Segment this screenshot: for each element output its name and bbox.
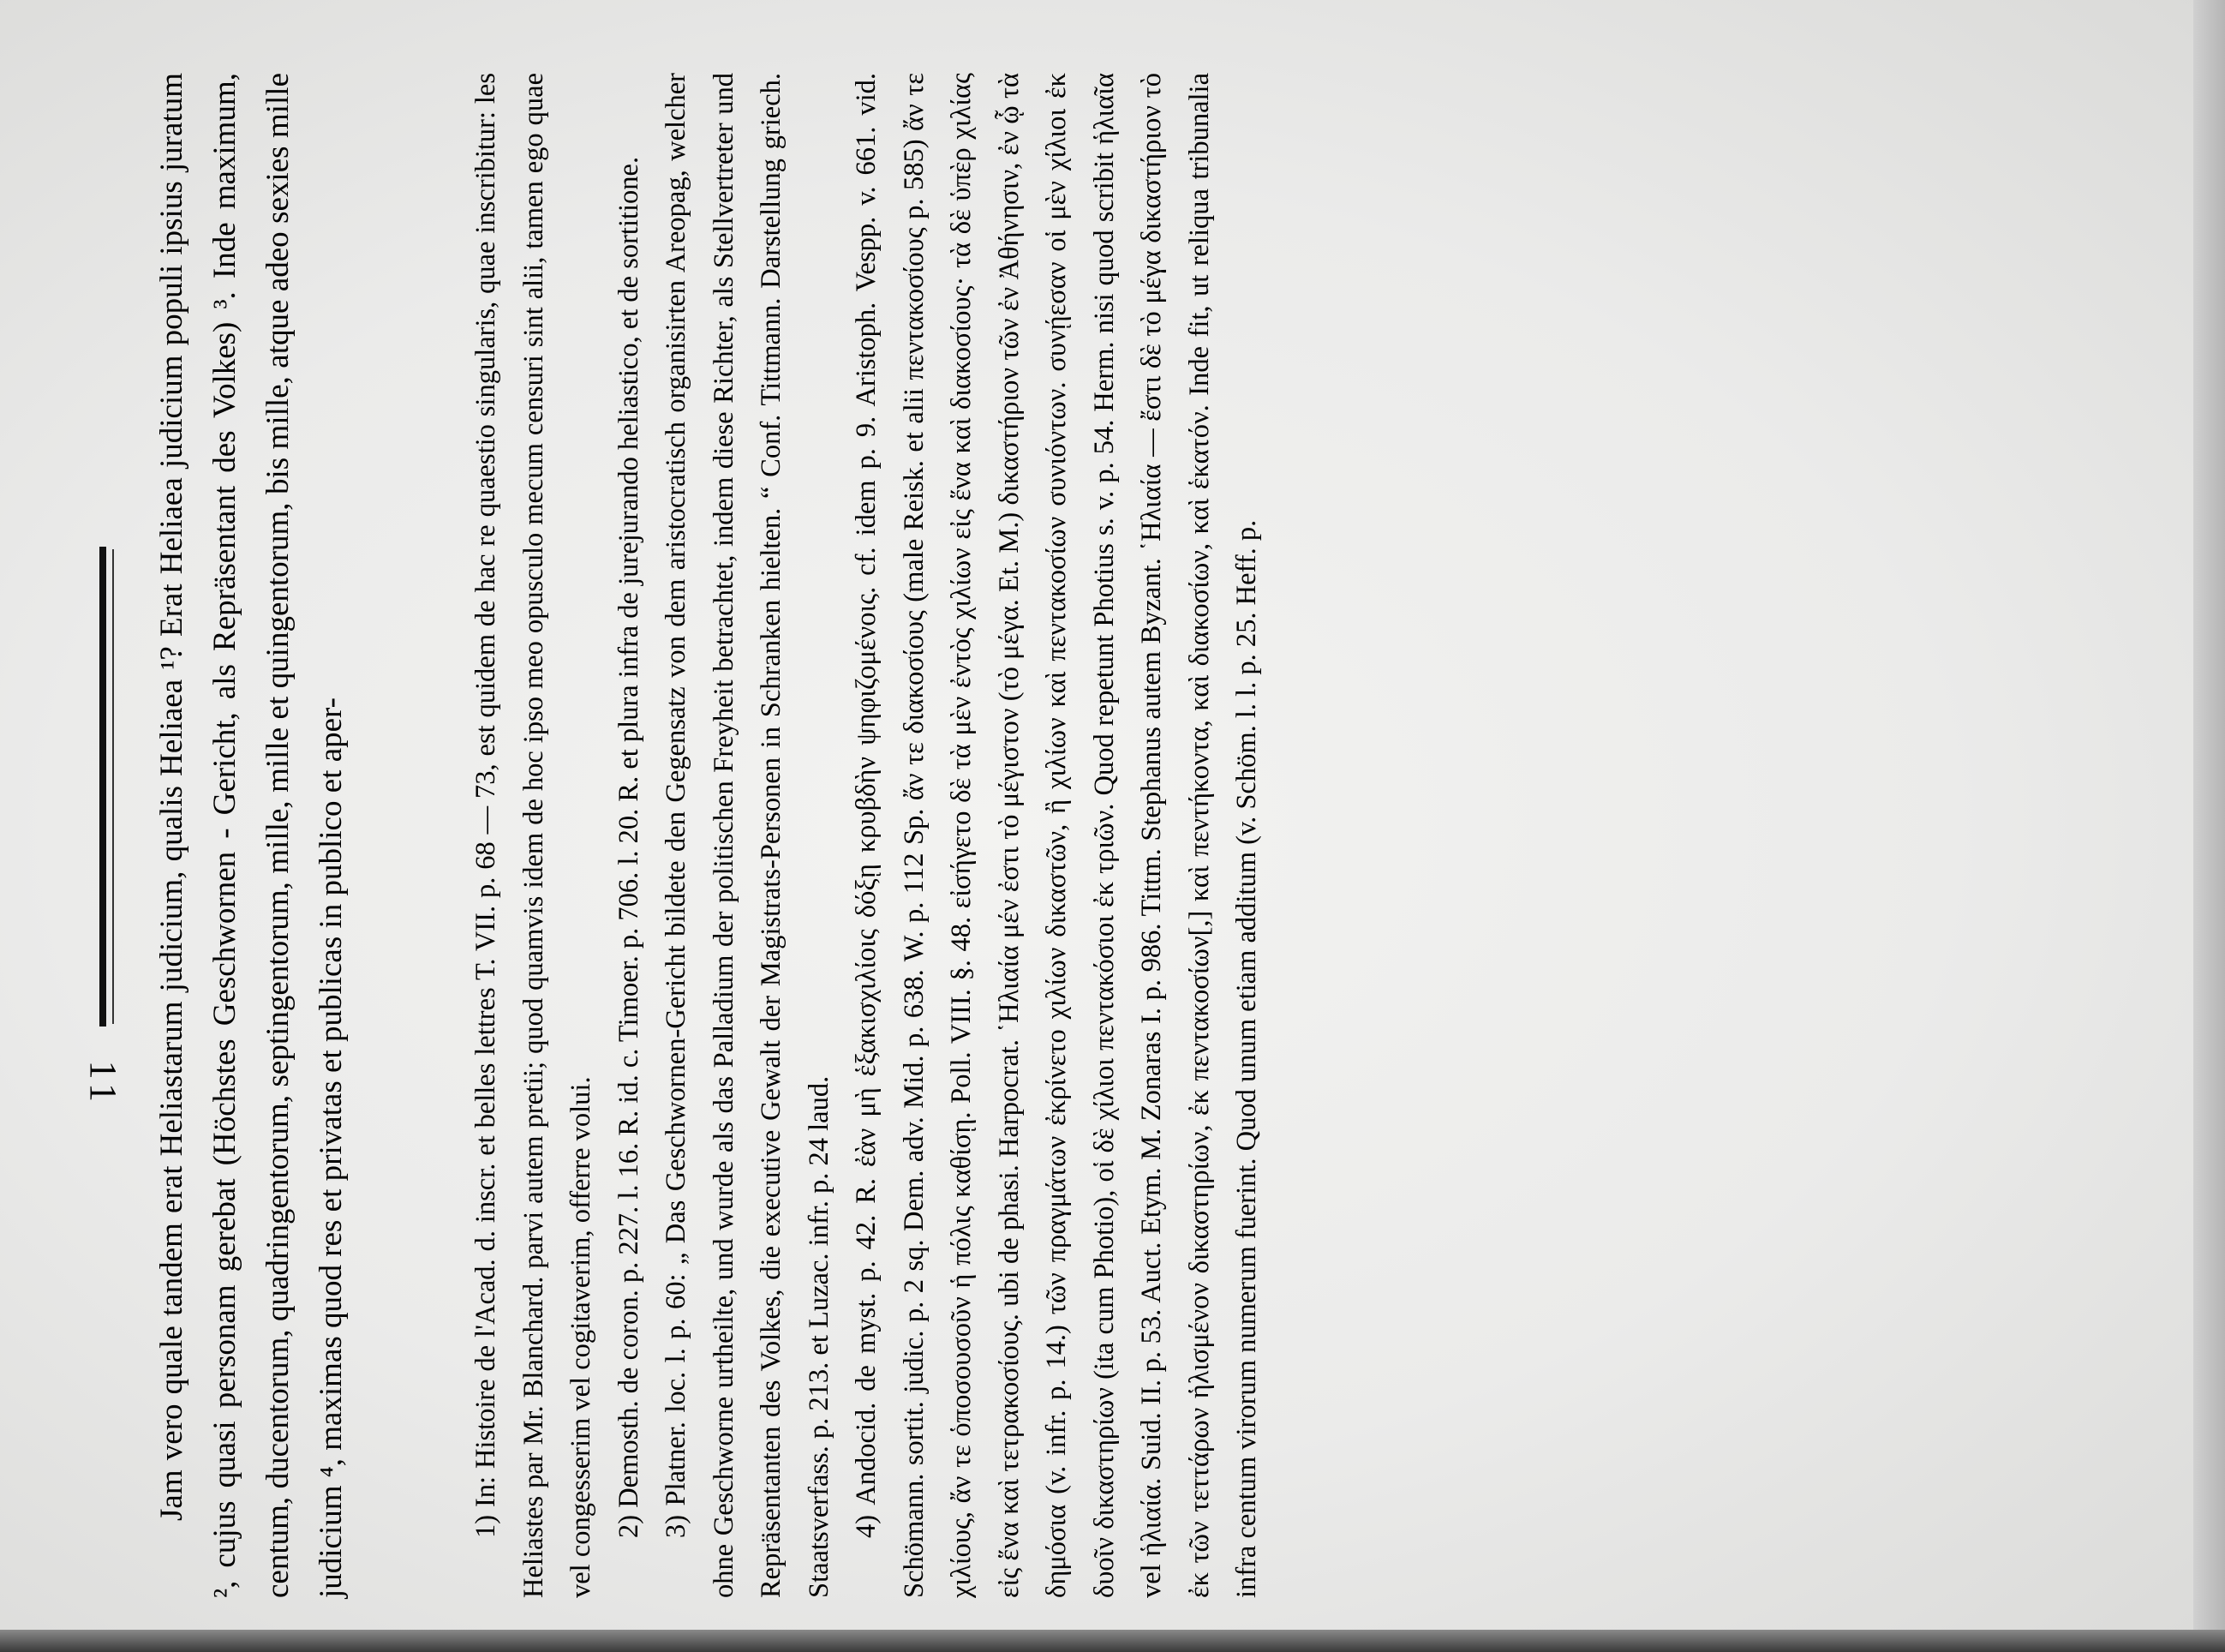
scanner-bottom-edge	[0, 1630, 2225, 1652]
footnote-4: 4) Andocid. de myst. p. 42. R. ἐὰν μὴ ἑξακισχιλίοις δόξῃ κρυβδὴν ψηφιζομένοις. cf. idem p. 9. Aristoph. Vespp. v. 661. vid. Schömann. sortit. judic. p. 2 sq. Dem. adv. Mid. p. 638. W. p. 112 Sp. ἄν τε διακοσίους (male Reisk. et alii πεντακοσίους p. 585) ἄν τε χιλίους, ἄν τε ὁποσουσοῦν ἡ πόλις καθίσῃ. Poll. VIII. §. 48. εἰσήγετο δὲ τὰ μὲν ἐντὸς χιλίων εἰς ἕνα καὶ διακοσίους· τὰ δὲ ὑπὲρ χιλίας εἰς ἕνα καὶ τετρακοσίους. ubi de phasi. Harpocrat. ῾Ηλιαία μέν ἐστι τὸ μέγιστον (τὸ μέγα. Et. M.) δικαστήριον τῶν ἐν Ἀθήνησιν, ἐν ᾧ τὰ δημόσια (v. infr. p. 14.) τῶν πραγμάτων ἐκρίνετο χιλίων δικαστῶν, ἢ χιλίων καὶ πεντακοσίων συνιόντων. συνῄεσαν οἱ μὲν χίλιοι ἐκ δυοῖν δικαστηρίων (ita cum Photio), οἱ δὲ χίλιοι πεντακόσιοι ἐκ τριῶν. Quod repetunt Photius s. v. p. 54. Herm. nisi quod scribit ἡλιαῖα vel ἡλιαία. Suid. II. p. 53. Auct. Etym. M. Zonaras I. p. 986. Tittm. Stephanus autem Byzant. ῾Ηλιαία — ἔστι δὲ τὸ μέγα δικαστήριον τὸ ἐκ τῶν τεττάρων ἡλισμένον δικαστηρίων, ἐκ πεντακοσίων[,] καὶ πεντήκοντα, καὶ διακοσίων, καὶ ἑκατόν. Inde fit, ut reliqua tribunalia infra centum virorum numerum fuerint. Quod unum etiam additum (v. Schöm. l. l. p. 25. Heff. p.	[851, 73, 1262, 1598]
page-number: 11	[81, 1060, 124, 1108]
page-edge-shadow	[2193, 0, 2225, 1652]
header-rule	[99, 547, 106, 1027]
footnote-1: 1) In: Histoire de l'Acad. d. inscr. et belles lettres T. VII. p. 68 — 73, est quidem de hac re quaestio singularis, quae inscribitur: les Heliastes par Mr. Blanchard. parvi autem pretii; quod quamvis idem de hoc ipso meo opusculo mecum censuri sint alii, tamen ego quae vel congesserim vel cogitaverim, offerre volui.	[470, 73, 596, 1598]
main-body	[146, 73, 358, 1598]
body-paragraph: Jam vero quale tandem erat Heliastarum judicium, qualis Heliaea ¹? Erat Heliaea judicium populi ipsius juratum ², cujus quasi personam gerebat (Höchstes Geschwornen - Gericht, als Repräsentant des Volkes) ³. Inde maximum, centum, ducentorum, quadringentorum, septingentorum, mille, mille et quingentorum, bis mille, atque adeo sexies mille judicium ⁴, maximas quod res et privatas et publicas in publico et aper-	[154, 73, 349, 1598]
page-header	[77, 21, 129, 1632]
footnotes	[463, 73, 1271, 1598]
footnote-3: 3) Platner. loc. l. p. 60: „ Das Geschwornen-Gericht bildete den Gegensatz von dem aristocratisch organisirten Areopag, welcher ohne Geschworne urtheilte, und wurde als das Palladium der politischen Freyheit betrachtet, indem diese Richter, als Stellvertreter und Repräsentanten des Volkes, die executive Gewalt der Magistrats-Personen in Schranken hielten. “ Conf. Tittmann. Darstellung griech. Staatsverfass. p. 213. et Luzac. infr. p. 24 laud.	[661, 73, 834, 1598]
footnote-2: 2) Demosth. de coron. p. 227. l. 16. R. id. c. Timoer. p. 706. l. 20. R. et plura infra de jurejurando heliastico, et de sortitione.	[613, 156, 644, 1538]
rotated-page	[77, 21, 1311, 1632]
